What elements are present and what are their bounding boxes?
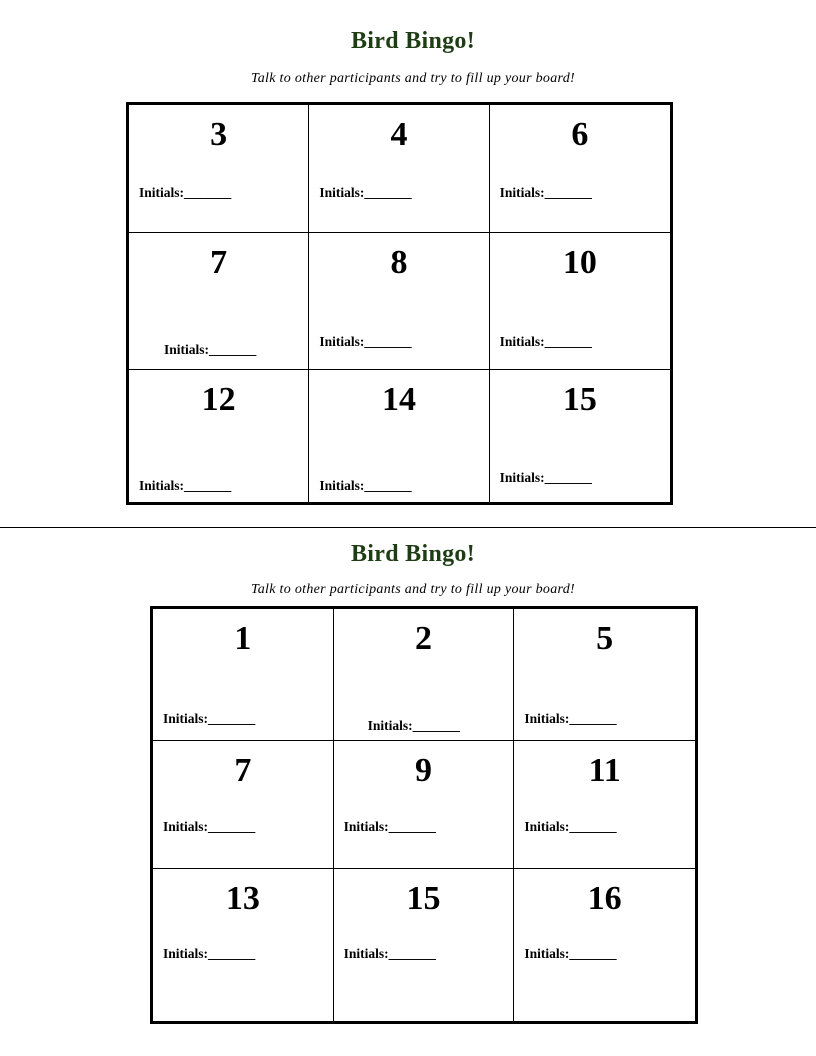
cell-number: 7 (234, 752, 252, 789)
initials-field[interactable]: Initials:_______ (163, 946, 256, 961)
cell-number: 11 (588, 752, 621, 789)
bingo-cell (309, 233, 489, 370)
cell-number: 8 (390, 244, 408, 281)
initials-field[interactable]: Initials:_______ (343, 946, 436, 961)
cell-number: 7 (210, 244, 228, 281)
initials-field[interactable]: Initials:_______ (139, 478, 232, 493)
bingo-cell (129, 105, 309, 233)
cell-number: 5 (596, 620, 614, 657)
board-2-title: Bird Bingo! (351, 541, 475, 567)
cell-number: 10 (562, 244, 597, 281)
cell-number: 2 (414, 620, 432, 657)
board-1-title: Bird Bingo! (351, 28, 475, 54)
bingo-cell (309, 370, 489, 502)
initials-field[interactable]: Initials:_______ (524, 819, 617, 834)
bingo-cell (490, 233, 670, 370)
bingo-cell (129, 370, 309, 502)
bingo-cell (334, 609, 515, 741)
bingo-cell (309, 105, 489, 233)
bingo-cell (334, 741, 515, 869)
initials-field[interactable]: Initials:_______ (139, 185, 232, 200)
page-divider (0, 527, 816, 528)
initials-field[interactable]: Initials:_______ (499, 334, 592, 349)
initials-field[interactable]: Initials:_______ (319, 334, 412, 349)
initials-field[interactable]: Initials:_______ (319, 478, 412, 493)
bingo-board-2 (150, 606, 698, 1024)
initials-field[interactable]: Initials:_______ (343, 819, 436, 834)
cell-number: 4 (390, 116, 408, 153)
bingo-board-1 (126, 102, 673, 505)
cell-number: 13 (225, 880, 260, 917)
initials-field[interactable]: Initials:_______ (499, 185, 592, 200)
cell-number: 3 (210, 116, 228, 153)
initials-field[interactable]: Initials:_______ (319, 185, 412, 200)
bingo-cell (153, 741, 334, 869)
initials-field[interactable]: Initials:_______ (524, 946, 617, 961)
initials-field[interactable]: Initials:_______ (163, 819, 256, 834)
bingo-cell (153, 869, 334, 1022)
board-2-subtitle: Talk to other participants and try to fill up your board! (250, 582, 576, 597)
cell-number: 12 (201, 381, 236, 418)
cell-number: 16 (587, 880, 622, 917)
board-1-subtitle: Talk to other participants and try to fill up your board! (250, 71, 576, 86)
bingo-cell (129, 233, 309, 370)
initials-field[interactable]: Initials:_______ (524, 711, 617, 726)
cell-number: 9 (414, 752, 432, 789)
bingo-cell (490, 105, 670, 233)
bingo-cell (514, 741, 695, 869)
bingo-cell (514, 609, 695, 741)
initials-field[interactable]: Initials:_______ (499, 470, 592, 485)
bingo-cell (153, 609, 334, 741)
bingo-cell (490, 370, 670, 502)
bingo-cell (334, 869, 515, 1022)
cell-number: 14 (381, 381, 416, 418)
initials-field[interactable]: Initials:_______ (367, 718, 460, 733)
cell-number: 15 (562, 381, 597, 418)
initials-field[interactable]: Initials:_______ (163, 711, 256, 726)
cell-number: 1 (234, 620, 252, 657)
cell-number: 15 (406, 880, 441, 917)
bingo-cell (514, 869, 695, 1022)
cell-number: 6 (571, 116, 589, 153)
initials-field[interactable]: Initials:_______ (164, 342, 257, 357)
